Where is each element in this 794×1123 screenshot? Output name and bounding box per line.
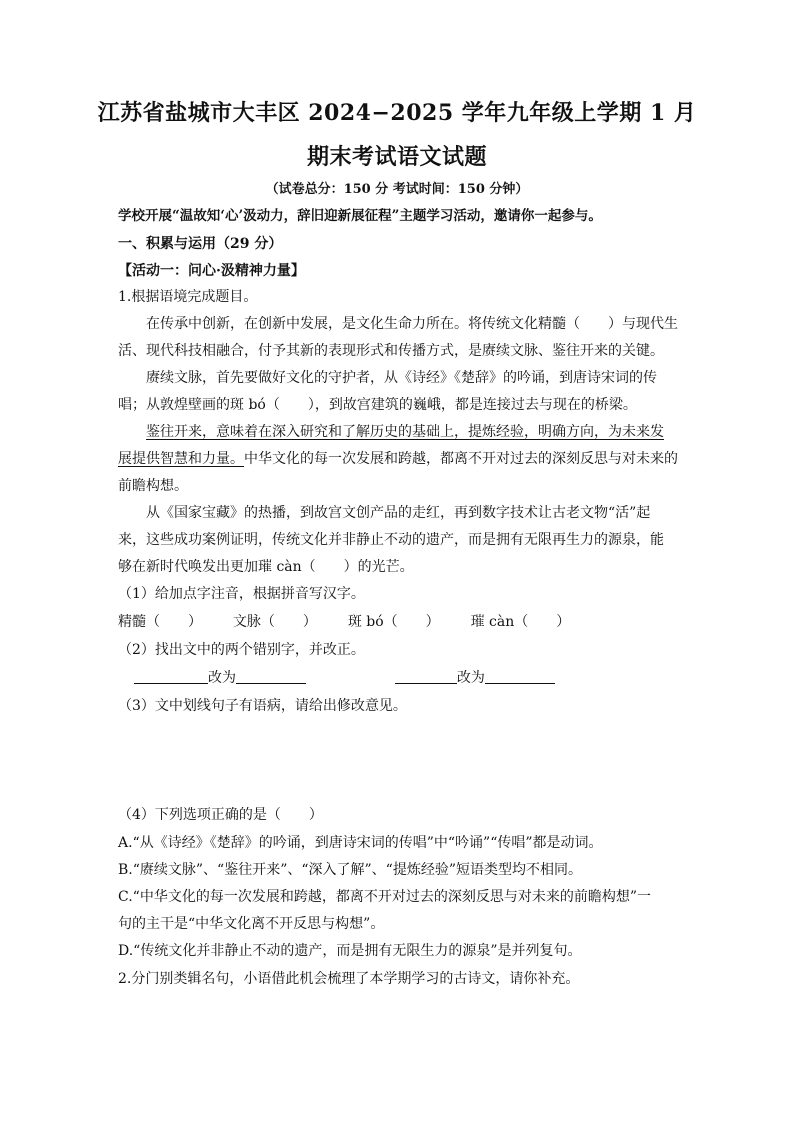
question-1-stem: 1.根据语境完成题目。 (118, 289, 258, 305)
passage-p1-line2: 活、现代科技相融合，付予其新的表现形式和传播方式，是赓续文脉、鉴往开来的关键。 (118, 343, 664, 359)
option-d[interactable]: D.“传统文化并非静止不动的遗产，而是拥有无限生力的源泉”是并列复句。 (118, 943, 582, 959)
passage-p3-line1-underlined: 鉴往开来，意味着在深入研究和了解历史的基础上，提炼经验，明确方向，为未来发 (146, 424, 664, 440)
exam-info: （试卷总分：150 分 考试时间：150 分钟） (265, 182, 529, 197)
passage-p3-line2-rest: 中华文化的每一次发展和跨越，都离不开对过去的深刻反思与对未来的 (244, 451, 678, 467)
answer-item-jingsui[interactable]: 精髓（ ） (118, 614, 202, 630)
correct-char-blank-1[interactable] (236, 669, 306, 684)
sub-question-4: （4）下列选项正确的是（ ） (118, 807, 323, 823)
answer-item-cuican[interactable]: 璀 càn（ ） (470, 614, 571, 630)
answer-item-banbo[interactable]: 斑 bó（ ） (347, 614, 440, 630)
sub-question-2: （2）找出文中的两个错别字，并改正。 (118, 642, 365, 658)
option-a[interactable]: A.“从《诗经》《楚辞》的吟诵，到唐诗宋词的传唱”中“吟诵”“传唱”都是动词。 (118, 835, 603, 851)
correction-row (134, 668, 555, 688)
passage-p1-line1: 在传承中创新，在创新中发展，是文化生命力所在。将传统文化精髓（ ）与现代生 (146, 316, 678, 332)
passage-p4-line2: 来，这些成功案例证明，传统文化并非静止不动的遗产，而是拥有无限再生力的源泉，能 (118, 532, 664, 548)
underlined-sentence-end: 展提供智慧和力量。 (118, 451, 244, 467)
answer-space-3[interactable] (118, 722, 678, 800)
passage-p4-line3: 够在新时代唤发出更加璀 càn（ ）的光芒。 (118, 559, 414, 575)
passage-p4-line1: 从《国家宝藏》的热播，到故宫文创产品的走红，再到数字技术让古老文物“活”起 (146, 505, 651, 521)
passage-p2-line2: 唱；从敦煌壁画的斑 bó（ ），到故宫建筑的巍峨，都是连接过去与现在的桥梁。 (118, 397, 637, 413)
change-to-label-1: 改为 (208, 670, 236, 686)
sub-question-3: （3）文中划线句子有语病，请给出修改意见。 (118, 698, 407, 714)
passage-p3-line2 (118, 449, 678, 469)
section-heading-1: 一、积累与运用（29 分） (118, 236, 283, 252)
intro-text: 学校开展“温故知‘心’汲动力，辞旧迎新展征程”主题学习活动，邀请你一起参与。 (118, 208, 602, 224)
sub-question-1: （1）给加点字注音，根据拼音写汉字。 (118, 586, 365, 602)
option-b[interactable]: B.“赓续文脉”、“鉴往开来”、“深入了解”、“提炼经验”短语类型均不相同。 (118, 862, 582, 878)
wrong-char-blank-2[interactable] (395, 669, 457, 684)
option-c-line2[interactable]: 句的主干是“中华文化离不开反思与构想”。 (118, 916, 385, 932)
option-c-line1[interactable]: C.“中华文化的每一次发展和跨越，都离不开对过去的深刻反思与对未来的前瞻构想”一 (118, 889, 651, 905)
title-line-1: 江苏省盐城市大丰区 2024−2025 学年九年级上学期 1 月 (97, 100, 697, 126)
passage-p3-line3: 前瞻构想。 (118, 478, 188, 494)
wrong-char-blank-1[interactable] (134, 669, 208, 684)
change-to-label-2: 改为 (456, 670, 485, 686)
correct-char-blank-2[interactable] (485, 669, 555, 684)
activity-heading-1: 【活动一：问心·汲精神力量】 (118, 263, 305, 279)
question-2-stem: 2.分门别类辑名句，小语借此机会梳理了本学期学习的古诗文，请你补充。 (118, 971, 580, 987)
answer-item-wenmai[interactable]: 文脉（ ） (232, 614, 317, 630)
passage-p2-line1: 赓续文脉，首先要做好文化的守护者，从《诗经》《楚辞》的吟诵，到唐诗宋词的传 (146, 370, 657, 386)
sub-question-1-items (118, 612, 570, 632)
title-line-2: 期末考试语文试题 (306, 144, 487, 170)
